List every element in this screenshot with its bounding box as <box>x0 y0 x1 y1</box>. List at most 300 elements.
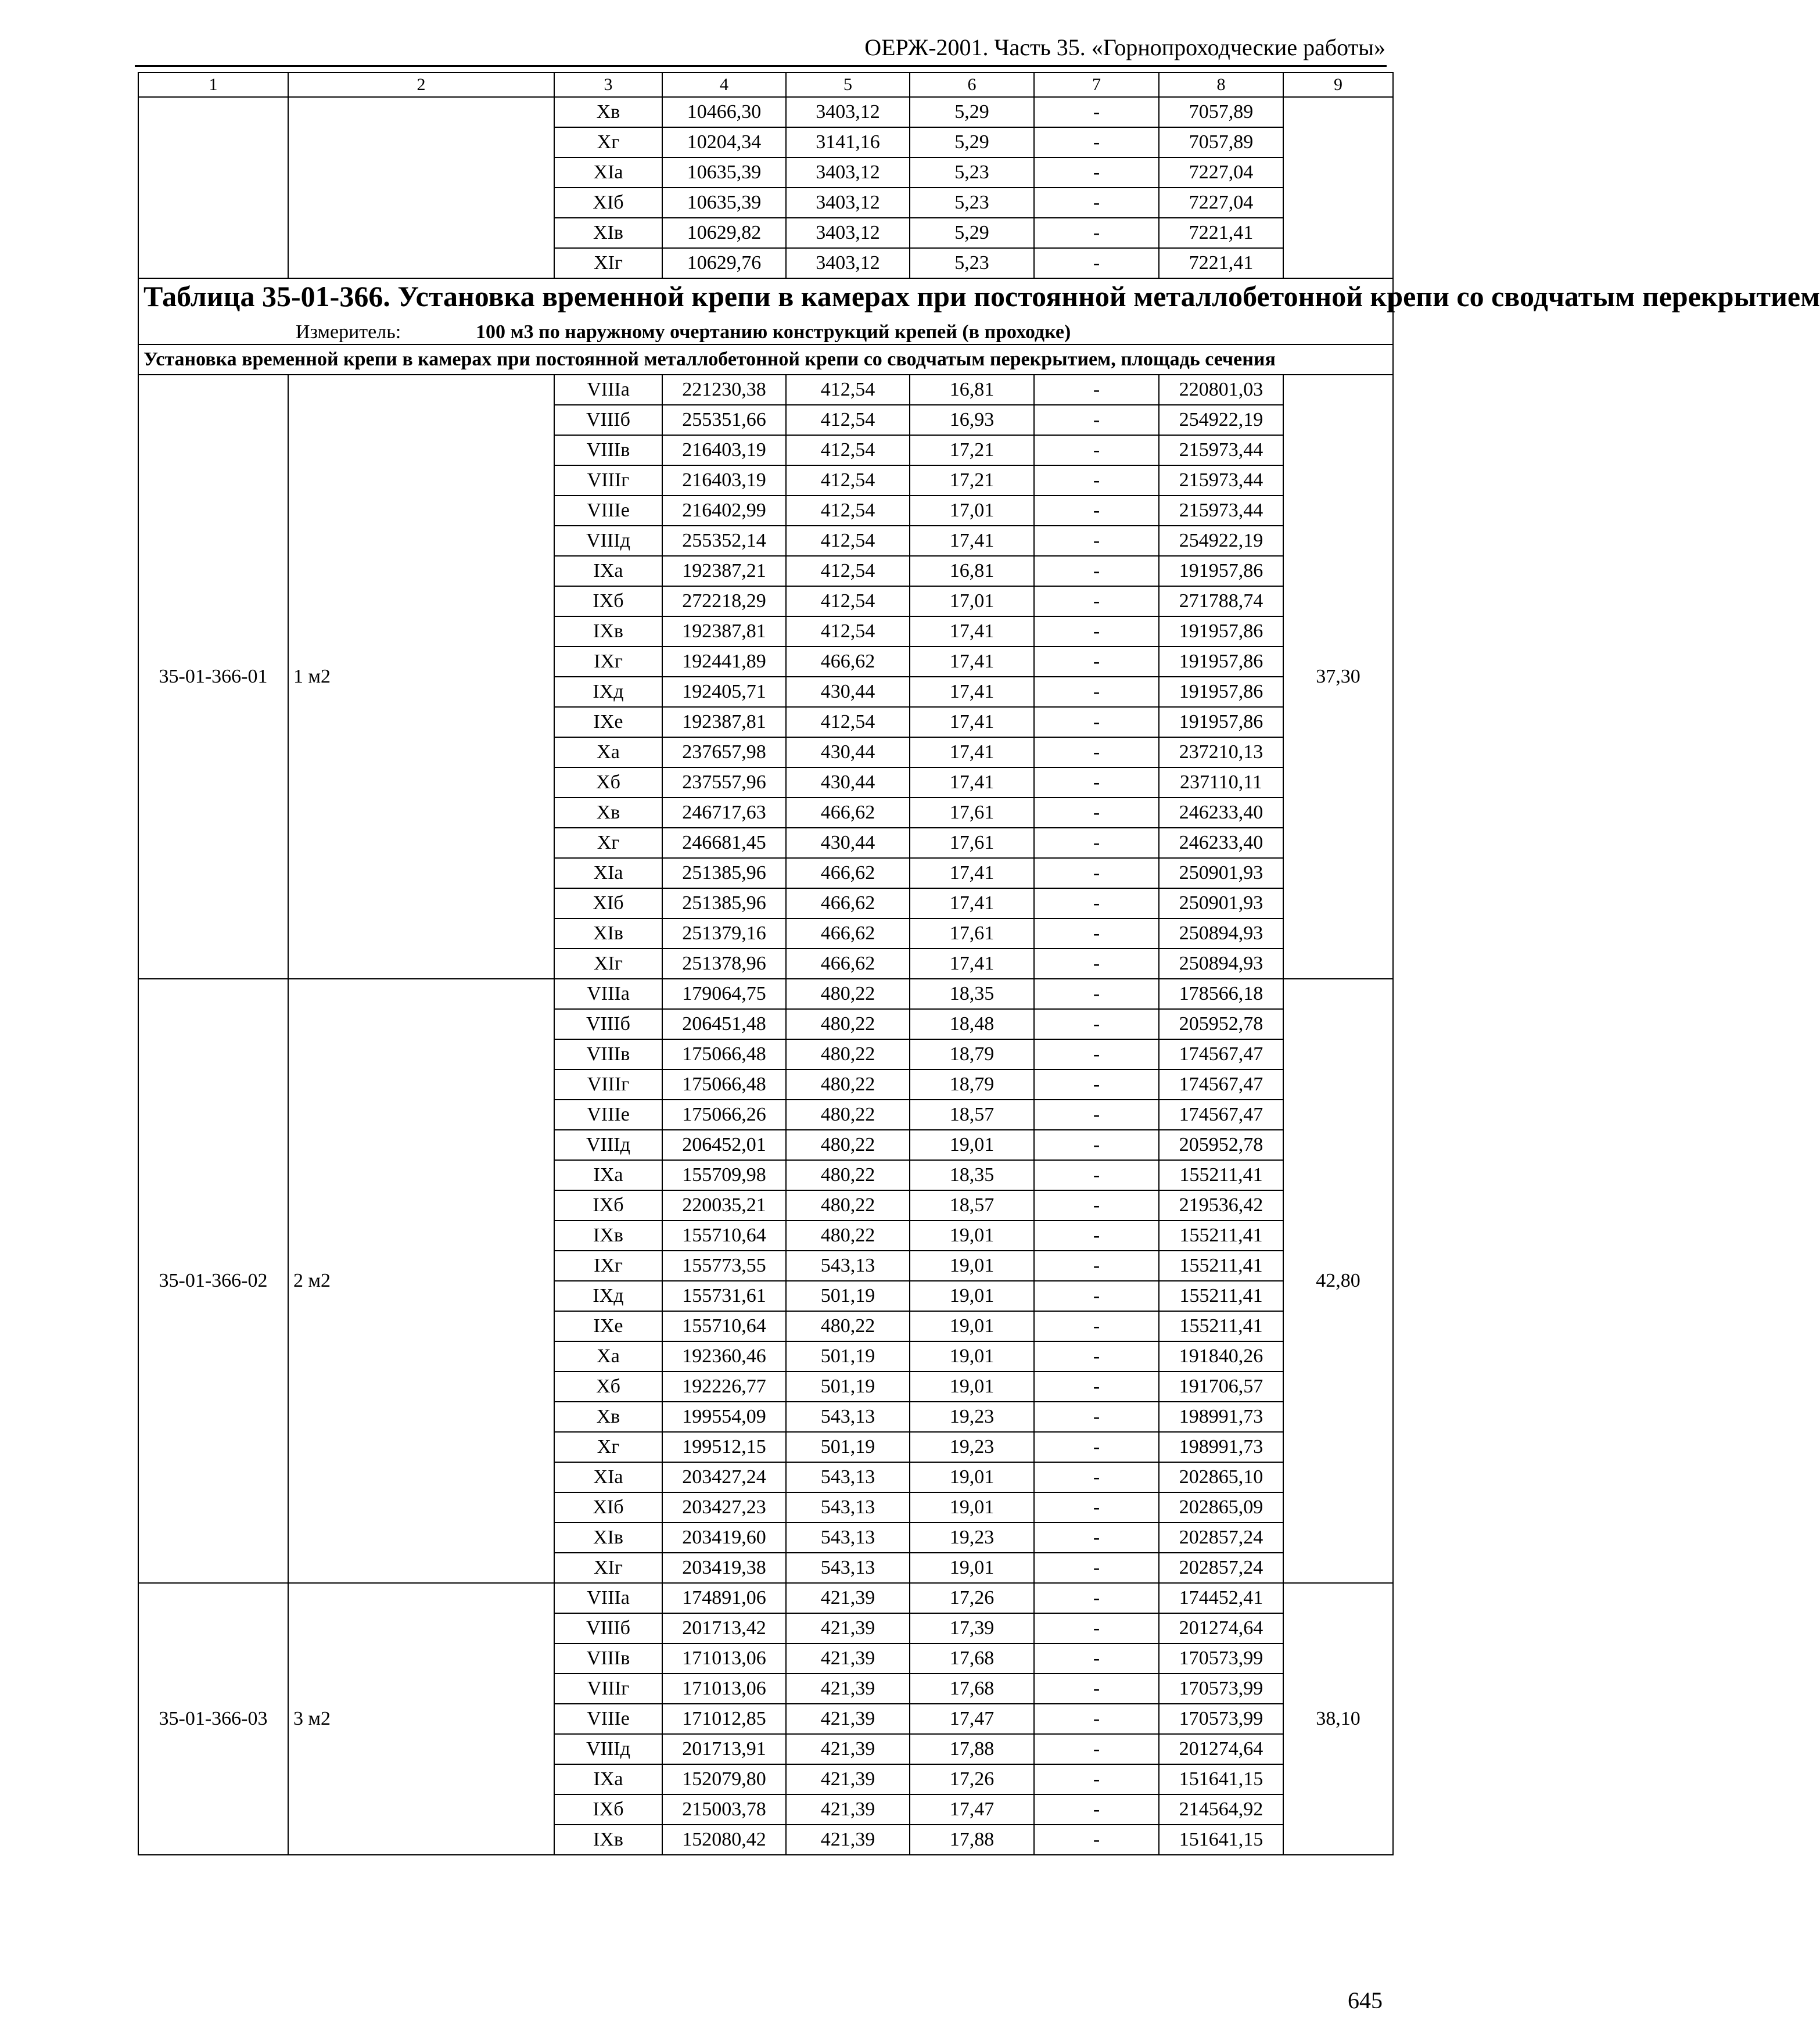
machinists-wages-cell: - <box>1034 858 1159 888</box>
wages-cell: 466,62 <box>786 918 910 949</box>
rock-category-cell: IXв <box>554 616 662 647</box>
total-cost-cell: 272218,29 <box>662 586 786 616</box>
machines-cell: 19,01 <box>910 1130 1034 1160</box>
machines-cell: 18,48 <box>910 1009 1034 1039</box>
materials-cell: 202857,24 <box>1159 1523 1283 1553</box>
machinists-wages-cell: - <box>1034 526 1159 556</box>
machines-cell: 17,01 <box>910 496 1034 526</box>
rock-category-cell: XIa <box>554 157 662 188</box>
wages-cell: 412,54 <box>786 526 910 556</box>
materials-cell: 7227,04 <box>1159 188 1283 218</box>
total-cost-cell: 10629,76 <box>662 248 786 278</box>
total-cost-cell: 155710,64 <box>662 1220 786 1251</box>
materials-cell: 191957,86 <box>1159 556 1283 586</box>
wages-cell: 543,13 <box>786 1402 910 1432</box>
machines-cell: 18,79 <box>910 1069 1034 1100</box>
machinists-wages-cell: - <box>1034 1523 1159 1553</box>
wages-cell: 543,13 <box>786 1553 910 1583</box>
machines-cell: 16,93 <box>910 405 1034 435</box>
machinists-wages-cell: - <box>1034 1190 1159 1220</box>
rock-category-cell: VIIIб <box>554 1009 662 1039</box>
total-cost-cell: 203427,23 <box>662 1492 786 1523</box>
rock-category-cell: VIIIб <box>554 405 662 435</box>
rock-category-cell: VIIIe <box>554 1100 662 1130</box>
code-cell <box>138 97 288 278</box>
code-cell: 35-01-366-02 <box>138 979 288 1583</box>
rock-category-cell: VIIIe <box>554 1704 662 1734</box>
total-cost-cell: 199554,09 <box>662 1402 786 1432</box>
materials-cell: 215973,44 <box>1159 465 1283 496</box>
machines-cell: 17,41 <box>910 647 1034 677</box>
materials-cell: 215973,44 <box>1159 435 1283 465</box>
machinists-wages-cell: - <box>1034 1251 1159 1281</box>
wages-cell: 430,44 <box>786 737 910 767</box>
total-cost-cell: 155710,64 <box>662 1311 786 1341</box>
wages-cell: 480,22 <box>786 1100 910 1130</box>
wages-cell: 3403,12 <box>786 188 910 218</box>
total-cost-cell: 174891,06 <box>662 1583 786 1613</box>
machinists-wages-cell: - <box>1034 798 1159 828</box>
rock-category-cell: IXe <box>554 1311 662 1341</box>
rock-category-cell: XIб <box>554 888 662 918</box>
wages-cell: 466,62 <box>786 647 910 677</box>
materials-cell: 250901,93 <box>1159 888 1283 918</box>
machinists-wages-cell: - <box>1034 1130 1159 1160</box>
total-cost-cell: 192405,71 <box>662 677 786 707</box>
rock-category-cell: VIIIг <box>554 1674 662 1704</box>
machines-cell: 5,23 <box>910 248 1034 278</box>
rock-category-cell: XIa <box>554 858 662 888</box>
machines-cell: 19,23 <box>910 1523 1034 1553</box>
rock-category-cell: IXд <box>554 1281 662 1311</box>
total-cost-cell: 192441,89 <box>662 647 786 677</box>
wages-cell: 480,22 <box>786 1069 910 1100</box>
materials-cell: 246233,40 <box>1159 798 1283 828</box>
materials-cell: 205952,78 <box>1159 1130 1283 1160</box>
materials-cell: 250894,93 <box>1159 918 1283 949</box>
total-cost-cell: 251378,96 <box>662 949 786 979</box>
wages-cell: 480,22 <box>786 1311 910 1341</box>
name-cell: 1 м2 <box>288 375 554 979</box>
machines-cell: 17,41 <box>910 858 1034 888</box>
machines-cell: 17,26 <box>910 1764 1034 1794</box>
page-number: 645 <box>1348 1987 1383 2013</box>
materials-cell: 170573,99 <box>1159 1643 1283 1674</box>
machinists-wages-cell: - <box>1034 157 1159 188</box>
total-cost-cell: 221230,38 <box>662 375 786 405</box>
machinists-wages-cell: - <box>1034 1039 1159 1069</box>
rock-category-cell: IXa <box>554 1160 662 1190</box>
machinists-wages-cell: - <box>1034 767 1159 798</box>
machinists-wages-cell: - <box>1034 496 1159 526</box>
machinists-wages-cell: - <box>1034 1764 1159 1794</box>
page-header-title: ОЕРЖ-2001. Часть 35. «Горнопроходческие работы» <box>864 34 1385 60</box>
machines-cell: 19,01 <box>910 1251 1034 1281</box>
wages-cell: 3403,12 <box>786 248 910 278</box>
machinists-wages-cell: - <box>1034 707 1159 737</box>
materials-cell: 191957,86 <box>1159 616 1283 647</box>
total-cost-cell: 203427,24 <box>662 1462 786 1492</box>
materials-cell: 250894,93 <box>1159 949 1283 979</box>
rock-category-cell: XIв <box>554 1523 662 1553</box>
rock-category-cell: XIг <box>554 1553 662 1583</box>
code-cell: 35-01-366-01 <box>138 375 288 979</box>
machinists-wages-cell: - <box>1034 218 1159 248</box>
total-cost-cell: 10466,30 <box>662 97 786 127</box>
total-cost-cell: 216402,99 <box>662 496 786 526</box>
machines-cell: 18,35 <box>910 979 1034 1009</box>
rates-table <box>138 72 1820 1855</box>
machines-cell: 19,01 <box>910 1553 1034 1583</box>
total-cost-cell: 199512,15 <box>662 1432 786 1462</box>
machinists-wages-cell: - <box>1034 616 1159 647</box>
total-cost-cell: 175066,26 <box>662 1100 786 1130</box>
materials-cell: 191957,86 <box>1159 677 1283 707</box>
rock-category-cell: Хб <box>554 1372 662 1402</box>
rock-category-cell: IXб <box>554 1794 662 1825</box>
materials-cell: 155211,41 <box>1159 1160 1283 1190</box>
machinists-wages-cell: - <box>1034 677 1159 707</box>
rock-category-cell: XIб <box>554 188 662 218</box>
machines-cell: 19,23 <box>910 1402 1034 1432</box>
table-subtitle: Установка временной крепи в камерах при постоянной металлобетонной крепи со сводчатым перекрытием, площадь сечения <box>138 344 1393 375</box>
machinists-wages-cell: - <box>1034 586 1159 616</box>
machines-cell: 17,41 <box>910 737 1034 767</box>
machines-cell: 17,61 <box>910 798 1034 828</box>
machinists-wages-cell: - <box>1034 979 1159 1009</box>
wages-cell: 430,44 <box>786 767 910 798</box>
materials-cell: 155211,41 <box>1159 1251 1283 1281</box>
total-cost-cell: 237657,98 <box>662 737 786 767</box>
total-cost-cell: 206451,48 <box>662 1009 786 1039</box>
total-cost-cell: 220035,21 <box>662 1190 786 1220</box>
total-cost-cell: 251385,96 <box>662 858 786 888</box>
machines-cell: 17,39 <box>910 1613 1034 1643</box>
rock-category-cell: VIIIд <box>554 1734 662 1764</box>
machinists-wages-cell: - <box>1034 1613 1159 1643</box>
name-cell: 2 м2 <box>288 979 554 1583</box>
total-cost-cell: 251379,16 <box>662 918 786 949</box>
machines-cell: 16,81 <box>910 375 1034 405</box>
name-cell: 3 м2 <box>288 1583 554 1855</box>
machines-cell: 17,01 <box>910 586 1034 616</box>
table-row <box>138 979 1393 1009</box>
materials-cell: 191706,57 <box>1159 1372 1283 1402</box>
total-cost-cell: 192387,81 <box>662 616 786 647</box>
total-cost-cell: 237557,96 <box>662 767 786 798</box>
materials-cell: 7057,89 <box>1159 97 1283 127</box>
total-cost-cell: 171012,85 <box>662 1704 786 1734</box>
machinists-wages-cell: - <box>1034 405 1159 435</box>
machinists-wages-cell: - <box>1034 647 1159 677</box>
rock-category-cell: VIIIa <box>554 1583 662 1613</box>
column-number: 3 <box>554 73 662 97</box>
machines-cell: 17,21 <box>910 435 1034 465</box>
total-cost-cell: 175066,48 <box>662 1039 786 1069</box>
materials-cell: 202857,24 <box>1159 1553 1283 1583</box>
machines-cell: 17,68 <box>910 1643 1034 1674</box>
materials-cell: 215973,44 <box>1159 496 1283 526</box>
rock-category-cell: XIв <box>554 218 662 248</box>
machinists-wages-cell: - <box>1034 1734 1159 1764</box>
rock-category-cell: XIв <box>554 918 662 949</box>
total-cost-cell: 171013,06 <box>662 1674 786 1704</box>
rock-category-cell: Хг <box>554 828 662 858</box>
labor-cell: 42,80 <box>1283 979 1393 1583</box>
machines-cell: 19,01 <box>910 1281 1034 1311</box>
wages-cell: 466,62 <box>786 949 910 979</box>
rock-category-cell: VIIIв <box>554 1643 662 1674</box>
materials-cell: 198991,73 <box>1159 1432 1283 1462</box>
rock-category-cell: VIIIг <box>554 1069 662 1100</box>
total-cost-cell: 171013,06 <box>662 1643 786 1674</box>
wages-cell: 430,44 <box>786 828 910 858</box>
materials-cell: 7227,04 <box>1159 157 1283 188</box>
machinists-wages-cell: - <box>1034 1069 1159 1100</box>
machines-cell: 5,23 <box>910 157 1034 188</box>
total-cost-cell: 255352,14 <box>662 526 786 556</box>
table-title-row <box>138 278 1393 344</box>
machines-cell: 16,81 <box>910 556 1034 586</box>
machinists-wages-cell: - <box>1034 1492 1159 1523</box>
materials-cell: 246233,40 <box>1159 828 1283 858</box>
rock-category-cell: Хб <box>554 767 662 798</box>
wages-cell: 421,39 <box>786 1794 910 1825</box>
total-cost-cell: 216403,19 <box>662 435 786 465</box>
total-cost-cell: 206452,01 <box>662 1130 786 1160</box>
rock-category-cell: VIIIб <box>554 1613 662 1643</box>
rock-category-cell: IXa <box>554 556 662 586</box>
wages-cell: 466,62 <box>786 798 910 828</box>
machines-cell: 19,01 <box>910 1311 1034 1341</box>
machines-cell: 19,01 <box>910 1492 1034 1523</box>
total-cost-cell: 201713,42 <box>662 1613 786 1643</box>
machines-cell: 18,35 <box>910 1160 1034 1190</box>
machines-cell: 5,29 <box>910 127 1034 157</box>
rock-category-cell: IXв <box>554 1220 662 1251</box>
labor-cell: 37,30 <box>1283 375 1393 979</box>
column-number: 8 <box>1159 73 1283 97</box>
materials-cell: 202865,10 <box>1159 1462 1283 1492</box>
rock-category-cell: VIIIe <box>554 496 662 526</box>
rock-category-cell: VIIIв <box>554 1039 662 1069</box>
column-number: 6 <box>910 73 1034 97</box>
materials-cell: 174567,47 <box>1159 1069 1283 1100</box>
materials-cell: 237210,13 <box>1159 737 1283 767</box>
machines-cell: 17,47 <box>910 1794 1034 1825</box>
machinists-wages-cell: - <box>1034 375 1159 405</box>
rates-table-body <box>138 73 1820 1855</box>
rock-category-cell: Xa <box>554 737 662 767</box>
machines-cell: 5,23 <box>910 188 1034 218</box>
wages-cell: 412,54 <box>786 375 910 405</box>
materials-cell: 191957,86 <box>1159 647 1283 677</box>
column-number: 9 <box>1283 73 1393 97</box>
total-cost-cell: 216403,19 <box>662 465 786 496</box>
table-heading <box>138 278 1820 344</box>
machinists-wages-cell: - <box>1034 556 1159 586</box>
wages-cell: 3141,16 <box>786 127 910 157</box>
wages-cell: 480,22 <box>786 979 910 1009</box>
rock-category-cell: Xa <box>554 1341 662 1372</box>
materials-cell: 174567,47 <box>1159 1100 1283 1130</box>
materials-cell: 191840,26 <box>1159 1341 1283 1372</box>
machines-cell: 17,41 <box>910 526 1034 556</box>
measure-label: Измеритель: <box>296 321 401 343</box>
wages-cell: 421,39 <box>786 1613 910 1643</box>
machines-cell: 19,01 <box>910 1341 1034 1372</box>
machines-cell: 17,21 <box>910 465 1034 496</box>
column-number-row <box>138 73 1393 97</box>
machines-cell: 19,01 <box>910 1220 1034 1251</box>
machines-cell: 17,41 <box>910 949 1034 979</box>
table-row <box>138 375 1393 405</box>
materials-cell: 205952,78 <box>1159 1009 1283 1039</box>
machinists-wages-cell: - <box>1034 737 1159 767</box>
machinists-wages-cell: - <box>1034 1402 1159 1432</box>
machines-cell: 17,41 <box>910 616 1034 647</box>
wages-cell: 543,13 <box>786 1251 910 1281</box>
total-cost-cell: 192360,46 <box>662 1341 786 1372</box>
table-title: Таблица 35-01-366. Установка временной крепи в камерах при постоянной металлобетонной крепи со сводчатым перекрытием <box>143 280 1820 313</box>
wages-cell: 480,22 <box>786 1220 910 1251</box>
labor-cell: 38,10 <box>1283 1583 1393 1855</box>
materials-cell: 7221,41 <box>1159 248 1283 278</box>
rock-category-cell: IXa <box>554 1764 662 1794</box>
materials-cell: 202865,09 <box>1159 1492 1283 1523</box>
machinists-wages-cell: - <box>1034 828 1159 858</box>
materials-cell: 170573,99 <box>1159 1704 1283 1734</box>
total-cost-cell: 10635,39 <box>662 157 786 188</box>
machinists-wages-cell: - <box>1034 248 1159 278</box>
labor-cell <box>1283 97 1393 278</box>
total-cost-cell: 155709,98 <box>662 1160 786 1190</box>
rock-category-cell: Хг <box>554 127 662 157</box>
machines-cell: 17,41 <box>910 677 1034 707</box>
total-cost-cell: 255351,66 <box>662 405 786 435</box>
machinists-wages-cell: - <box>1034 1311 1159 1341</box>
machines-cell: 17,47 <box>910 1704 1034 1734</box>
machinists-wages-cell: - <box>1034 1372 1159 1402</box>
rock-category-cell: VIIIв <box>554 435 662 465</box>
wages-cell: 466,62 <box>786 888 910 918</box>
materials-cell: 271788,74 <box>1159 586 1283 616</box>
materials-cell: 178566,18 <box>1159 979 1283 1009</box>
machines-cell: 19,01 <box>910 1372 1034 1402</box>
total-cost-cell: 152080,42 <box>662 1825 786 1855</box>
machines-cell: 17,41 <box>910 707 1034 737</box>
wages-cell: 480,22 <box>786 1009 910 1039</box>
column-number: 2 <box>288 73 554 97</box>
machines-cell: 17,61 <box>910 918 1034 949</box>
machinists-wages-cell: - <box>1034 1100 1159 1130</box>
total-cost-cell: 152079,80 <box>662 1764 786 1794</box>
materials-cell: 155211,41 <box>1159 1311 1283 1341</box>
materials-cell: 7057,89 <box>1159 127 1283 157</box>
machines-cell: 19,01 <box>910 1462 1034 1492</box>
wages-cell: 412,54 <box>786 496 910 526</box>
machinists-wages-cell: - <box>1034 1704 1159 1734</box>
materials-cell: 151641,15 <box>1159 1764 1283 1794</box>
column-number: 5 <box>786 73 910 97</box>
wages-cell: 543,13 <box>786 1492 910 1523</box>
wages-cell: 480,22 <box>786 1190 910 1220</box>
machinists-wages-cell: - <box>1034 1583 1159 1613</box>
total-cost-cell: 192387,81 <box>662 707 786 737</box>
wages-cell: 412,54 <box>786 465 910 496</box>
machines-cell: 17,61 <box>910 828 1034 858</box>
materials-cell: 174567,47 <box>1159 1039 1283 1069</box>
materials-cell: 220801,03 <box>1159 375 1283 405</box>
materials-cell: 254922,19 <box>1159 405 1283 435</box>
total-cost-cell: 155773,55 <box>662 1251 786 1281</box>
wages-cell: 421,39 <box>786 1734 910 1764</box>
wages-cell: 480,22 <box>786 1160 910 1190</box>
wages-cell: 501,19 <box>786 1341 910 1372</box>
wages-cell: 412,54 <box>786 556 910 586</box>
rock-category-cell: Хг <box>554 1432 662 1462</box>
machines-cell: 19,23 <box>910 1432 1034 1462</box>
wages-cell: 421,39 <box>786 1704 910 1734</box>
machines-cell: 18,57 <box>910 1100 1034 1130</box>
materials-cell: 151641,15 <box>1159 1825 1283 1855</box>
header-rule <box>135 65 1387 67</box>
materials-cell: 214564,92 <box>1159 1794 1283 1825</box>
wages-cell: 3403,12 <box>786 218 910 248</box>
wages-cell: 412,54 <box>786 405 910 435</box>
rock-category-cell: Хв <box>554 798 662 828</box>
wages-cell: 421,39 <box>786 1674 910 1704</box>
rock-category-cell: XIб <box>554 1492 662 1523</box>
machinists-wages-cell: - <box>1034 1794 1159 1825</box>
wages-cell: 466,62 <box>786 858 910 888</box>
total-cost-cell: 215003,78 <box>662 1794 786 1825</box>
table-row <box>138 1583 1393 1613</box>
rock-category-cell: IXe <box>554 707 662 737</box>
rock-category-cell: Хв <box>554 97 662 127</box>
materials-cell: 174452,41 <box>1159 1583 1283 1613</box>
total-cost-cell: 203419,38 <box>662 1553 786 1583</box>
machines-cell: 18,79 <box>910 1039 1034 1069</box>
total-cost-cell: 10635,39 <box>662 188 786 218</box>
machines-cell: 17,88 <box>910 1825 1034 1855</box>
rock-category-cell: VIIIa <box>554 979 662 1009</box>
rock-category-cell: IXд <box>554 677 662 707</box>
materials-cell: 219536,42 <box>1159 1190 1283 1220</box>
table-subtitle-row <box>138 344 1393 375</box>
total-cost-cell: 201713,91 <box>662 1734 786 1764</box>
rock-category-cell: Хв <box>554 1402 662 1432</box>
wages-cell: 412,54 <box>786 707 910 737</box>
wages-cell: 480,22 <box>786 1130 910 1160</box>
wages-cell: 430,44 <box>786 677 910 707</box>
machinists-wages-cell: - <box>1034 1825 1159 1855</box>
code-cell: 35-01-366-03 <box>138 1583 288 1855</box>
rock-category-cell: IXг <box>554 647 662 677</box>
machinists-wages-cell: - <box>1034 1674 1159 1704</box>
machines-cell: 18,57 <box>910 1190 1034 1220</box>
wages-cell: 3403,12 <box>786 157 910 188</box>
total-cost-cell: 10629,82 <box>662 218 786 248</box>
materials-cell: 191957,86 <box>1159 707 1283 737</box>
rock-category-cell: VIIIд <box>554 526 662 556</box>
rock-category-cell: VIIIг <box>554 465 662 496</box>
machinists-wages-cell: - <box>1034 1553 1159 1583</box>
wages-cell: 3403,12 <box>786 97 910 127</box>
materials-cell: 170573,99 <box>1159 1674 1283 1704</box>
rock-category-cell: XIг <box>554 949 662 979</box>
machines-cell: 17,88 <box>910 1734 1034 1764</box>
